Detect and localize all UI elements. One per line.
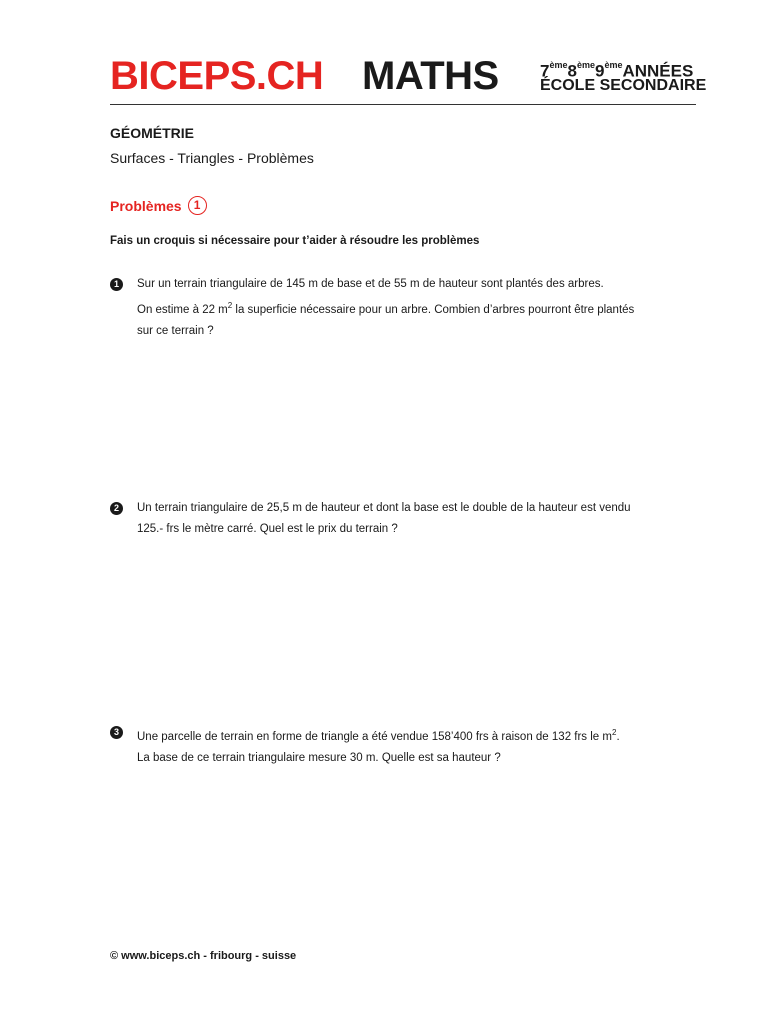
problem-text: Sur un terrain triangulaire de 145 m de base et de 55 m de hauteur sont plantés des arbres. On estime à 22 $m^2$ la superficie nécessaire pour un arbre. Combien d’arbres pourront être plantés sur ce terrain ? bbox=[137, 278, 635, 337]
footer-copyright: © www.biceps.ch - fribourg - suisse bbox=[110, 950, 297, 962]
page-header bbox=[110, 52, 707, 104]
problem-text: Un terrain triangulaire de 25,5 m de hauteur et dont la base est le double de la hauteur est vendu 125.- frs le mètre carré. Quel est le prix du terrain ? bbox=[137, 502, 631, 535]
header-divider bbox=[110, 104, 696, 105]
problem-text: Une parcelle de terrain en forme de triangle a été vendue 158’400 frs à raison de 132 frs le $m^2$. La base de ce terrain triangulaire mesure 30 m. Quelle est sa hauteur ? bbox=[137, 728, 620, 764]
number-bullet-icon: 1 bbox=[110, 278, 123, 291]
circled-number-icon: 1 bbox=[188, 196, 207, 215]
subject-title: MATHS bbox=[362, 54, 499, 98]
grade-levels: 7ème8ème9èmeANNÉES bbox=[540, 60, 694, 81]
problems-heading bbox=[110, 196, 207, 215]
school-level: ÉCOLE SECONDAIRE bbox=[540, 77, 707, 94]
number-bullet-icon: 2 bbox=[110, 502, 123, 515]
problems-heading-label: Problèmes bbox=[110, 197, 182, 214]
instruction-text: Fais un croquis si nécessaire pour t’aider à résoudre les problèmes bbox=[110, 235, 480, 247]
brand-logo: BICEPS.CH bbox=[110, 54, 324, 98]
number-bullet-icon: 3 bbox=[110, 726, 123, 739]
section-subtitle: Surfaces - Triangles - Problèmes bbox=[110, 150, 314, 166]
section-title: GÉOMÉTRIE bbox=[110, 125, 195, 141]
